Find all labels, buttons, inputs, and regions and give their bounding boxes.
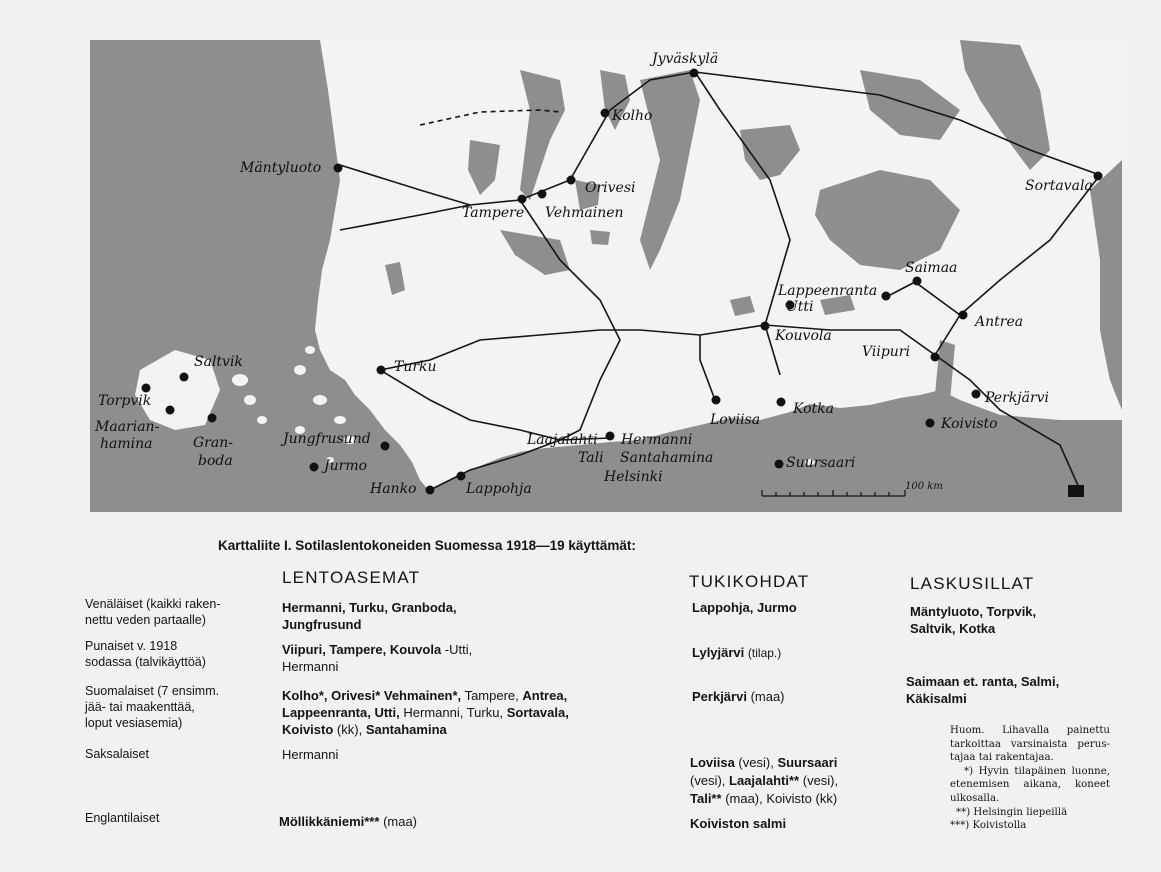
ven-l2: Jungfrusund — [282, 617, 362, 632]
label-hanko: Hanko — [370, 481, 417, 497]
suo-l1a: Kolho*, Orivesi* Vehmainen*, — [282, 688, 462, 703]
row-englantilaiset: Englantilaiset — [85, 811, 160, 825]
suo-tb: Perkjärvi — [692, 689, 747, 704]
label-jurmo: Jurmo — [324, 458, 368, 474]
eng-lb: Möllikkäniemi*** — [279, 814, 380, 829]
label-suursaari: Suursaari — [786, 455, 856, 471]
sak-t2b: Laajalahti** — [729, 773, 800, 788]
suo-l2b: Hermanni, Turku, — [403, 705, 504, 720]
ven-l1: Hermanni, Turku, Granboda, — [282, 600, 457, 615]
label-viipuri: Viipuri — [862, 344, 910, 360]
cell-suo-tukikohdat — [692, 688, 785, 705]
border-marker — [1068, 485, 1084, 497]
cell-pun-lentoasemat — [282, 641, 472, 675]
caption-title: Karttaliite I. Sotilaslentokoneiden Suomessa 1918—19 käyttämät: — [218, 538, 636, 553]
cell-suo-lentoasemat — [282, 687, 569, 738]
label-maarian: Maarian- — [95, 419, 160, 435]
label-hermanni: Hermanni — [621, 432, 693, 448]
label-torpvik: Torpvik — [98, 393, 152, 409]
eng-lr: (maa) — [383, 814, 418, 829]
suo-l2a: Lappeenranta, Utti, — [282, 705, 400, 720]
footnote — [950, 724, 1110, 833]
cell-sak-lentoasemat — [282, 746, 338, 763]
ven-t: Lappohja, Jurmo — [692, 600, 797, 615]
sak-t2a: (vesi), — [690, 773, 726, 788]
sak-t3b: (maa), Koivisto (kk) — [725, 791, 838, 806]
label-kouvola: Kouvola — [775, 328, 832, 344]
row-venalaiset: Venäläiset (kaikki raken- nettu veden partaalle) — [85, 597, 221, 627]
suo-l1b: Tampere, — [464, 688, 519, 703]
label-koivisto: Koivisto — [941, 416, 998, 432]
label-lappohja: Lappohja — [466, 481, 532, 497]
sak-t1c: Suursaari — [777, 755, 838, 770]
suo-l2c: Sortavala, — [506, 705, 569, 720]
ven-s2: Saltvik, Kotka — [910, 621, 996, 636]
suo-l1c: Antrea, — [522, 688, 568, 703]
label-laajalahti: Laajalahti — [527, 432, 598, 448]
label-boda: boda — [198, 453, 233, 469]
sak-l: Hermanni — [282, 747, 339, 762]
scale-label: 100 km — [905, 481, 943, 492]
sak-t1a: Loviisa — [690, 755, 735, 770]
label-sortavala: Sortavala — [1025, 178, 1093, 194]
cell-ven-lentoasemat — [282, 599, 457, 633]
note-1: Huom. Lihavalla painettu tarkoittaa varsinaista perus-tajaa tai rakentajaa. — [950, 725, 1110, 764]
cell-ven-laskusillat — [910, 603, 1036, 637]
label-perkjarvi: Perkjärvi — [985, 390, 1050, 406]
sak-t3a: Tali** — [690, 791, 722, 806]
eng-t: Koiviston salmi — [690, 816, 787, 831]
note-4: ***) Koivistolla — [950, 820, 1027, 832]
label-jyvaskyla: Jyväskylä — [652, 51, 719, 67]
cell-ven-tukikohdat — [692, 599, 797, 616]
label-antrea: Antrea — [975, 314, 1024, 330]
label-helsinki: Helsinki — [604, 469, 663, 485]
label-tampere: Tampere — [462, 205, 525, 221]
label-saltvik: Saltvik — [194, 354, 243, 370]
label-jungfrusund: Jungfrusund — [283, 431, 371, 447]
suo-l3c: Santahamina — [365, 722, 447, 737]
sak-t2c: (vesi), — [802, 773, 839, 788]
label-orivesi: Orivesi — [585, 180, 636, 196]
suo-l3b: (kk), — [336, 722, 363, 737]
row-suomalaiset: Suomalaiset (7 ensimm. jää- tai maakenttää, loput vesiasemia) — [85, 684, 220, 730]
cell-suo-laskusillat — [906, 673, 1059, 707]
label-gran: Gran- — [193, 435, 233, 451]
suo-s2: Käkisalmi — [906, 691, 967, 706]
row-saksalaiset: Saksalaiset — [85, 747, 149, 761]
label-kotka: Kotka — [793, 401, 834, 417]
label-hamina: hamina — [100, 436, 153, 452]
label-turku: Turku — [394, 359, 437, 375]
pun-tb: Lylyjärvi — [692, 645, 745, 660]
row-punaiset: Punaiset v. 1918 sodassa (talvikäyttöä) — [85, 639, 206, 669]
label-lappeenranta: Lappeenranta — [778, 283, 878, 299]
label-mantyluoto: Mäntyluoto — [240, 160, 322, 176]
label-utti: Utti — [786, 299, 814, 315]
note-2: *) Hyvin tilapäinen luonne, etenemisen aikana, koneet ulkosalla. — [950, 765, 1110, 804]
pun-l1b: Viipuri, Tampere, Kouvola — [282, 642, 442, 657]
ven-s1: Mäntyluoto, Torpvik, — [910, 604, 1037, 619]
label-loviisa: Loviisa — [710, 412, 761, 428]
suo-tr: (maa) — [750, 689, 785, 704]
note-3: **) Helsingin liepeillä — [956, 806, 1068, 818]
suo-l3a: Koivisto — [282, 722, 334, 737]
header-laskusillat: LASKUSILLAT — [910, 574, 1035, 593]
pun-tr: (tilap.) — [747, 646, 782, 660]
cell-eng-tukikohdat — [690, 815, 786, 832]
suo-s1: Saimaan et. ranta, Salmi, — [906, 674, 1060, 689]
header-tukikohdat: TUKIKOHDAT — [689, 572, 810, 591]
sak-t1b: (vesi), — [738, 755, 774, 770]
label-saimaa: Saimaa — [905, 260, 958, 276]
label-vehmainen: Vehmainen — [545, 205, 624, 221]
pun-l1r: -Utti, — [444, 642, 473, 657]
header-lentoasemat: LENTOASEMAT — [282, 568, 421, 587]
label-kolho: Kolho — [612, 108, 653, 124]
cell-pun-tukikohdat — [692, 644, 781, 662]
pun-l2: Hermanni — [282, 659, 339, 674]
cell-eng-lentoasemat — [279, 813, 417, 830]
label-tali: Tali — [578, 450, 604, 466]
cell-sak-tukikohdat — [690, 754, 838, 808]
label-santahamina: Santahamina — [620, 450, 714, 466]
